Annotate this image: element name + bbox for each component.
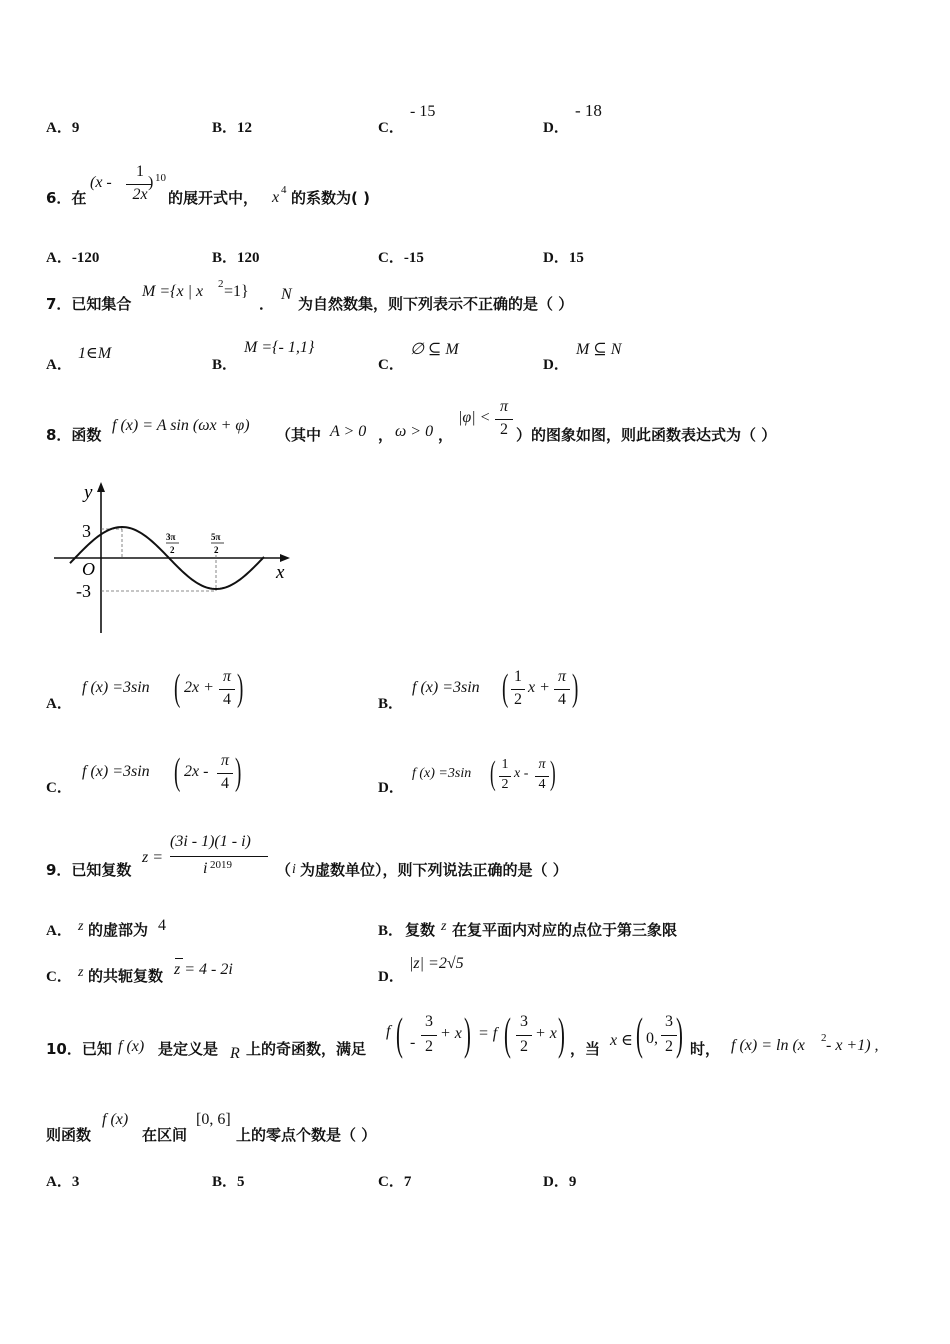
- q9-frac-den: i: [203, 860, 208, 877]
- q7-set-tail: =1}: [224, 283, 249, 300]
- q8-option-b-cden: 2: [514, 691, 522, 708]
- q8-option-b-label: B．: [378, 696, 404, 712]
- q10-minus: -: [410, 1034, 416, 1051]
- q6-expr-open: (x -: [90, 174, 112, 191]
- q10-left-num: 3: [425, 1013, 433, 1030]
- q6-option-b: B．120: [212, 250, 260, 266]
- q10-line2-b: 在区间: [142, 1126, 188, 1144]
- q10-text2: 上的奇函数，满足: [246, 1040, 367, 1058]
- q9-option-c-text: 的共轭复数: [88, 967, 164, 985]
- q9-option-c-bar: [175, 958, 183, 959]
- q10-R: R: [230, 1045, 240, 1062]
- q8-option-b-cline: [511, 689, 525, 690]
- q10-eq-left-lparen: (: [396, 1008, 403, 1059]
- q6-var: x: [272, 189, 280, 206]
- q7-option-d-math: M ⊆ N: [576, 341, 622, 358]
- q8-option-a-arg: 2x +: [184, 679, 214, 696]
- q10-int-num: 3: [665, 1013, 673, 1030]
- graph-origin-label: O: [82, 559, 95, 579]
- q10-number: 10．已知: [46, 1040, 112, 1058]
- q8-cond-open: （其中: [276, 426, 322, 444]
- q9-option-a-z: z: [78, 919, 84, 934]
- q10-line2-c: 上的零点个数是（ ）: [236, 1126, 377, 1144]
- q7-number: 7．已知集合: [46, 295, 132, 313]
- q10-text1: 是定义是: [158, 1040, 219, 1058]
- q6-option-d: D．15: [543, 250, 584, 266]
- q10-f: f (x): [118, 1038, 145, 1055]
- q7-tail: 为自然数集，则下列表示不正确的是（ ）: [298, 295, 574, 313]
- q10-right-den: 2: [520, 1038, 528, 1055]
- q5-option-d-value: - 18: [575, 101, 602, 120]
- q6-option-a: A．-120: [46, 250, 100, 266]
- q9-tail: 为虚数单位），则下列说法正确的是（ ）: [300, 861, 568, 879]
- q10-line2-a: 则函数: [46, 1126, 92, 1144]
- q5-option-a: A．9: [46, 120, 80, 136]
- q7-option-b-label: B．: [212, 357, 238, 373]
- q10-ln-tail: - x +1) ,: [826, 1037, 879, 1054]
- q6-tail: 的系数为( ): [291, 189, 370, 207]
- q10-eq-left-f: f: [386, 1023, 391, 1040]
- q9-option-b-label: B．: [378, 923, 404, 939]
- graph-ymax-label: 3: [82, 521, 91, 541]
- q10-eq-left-rparen: ): [464, 1008, 471, 1059]
- q8-option-b-rparen: ): [572, 667, 579, 709]
- q10-left-den: 2: [425, 1038, 433, 1055]
- q10-left-plusx: + x: [440, 1025, 462, 1042]
- q9-option-a-text: 的虚部为: [88, 921, 149, 939]
- q8-option-c-label: C．: [46, 780, 72, 796]
- q8-two: 2: [500, 421, 508, 438]
- q8-option-c-lhs: f (x) =3sin: [82, 763, 150, 780]
- q10-eq-right: = f: [478, 1025, 498, 1042]
- q8-option-d-rparen: ): [550, 755, 556, 792]
- q7-set-exp: 2: [218, 278, 224, 290]
- q7-N: N: [281, 286, 292, 303]
- q7-option-d-label: D．: [543, 357, 569, 373]
- q10-x-in: x ∈: [610, 1032, 633, 1049]
- q10-option-d: D．9: [543, 1174, 577, 1190]
- q10-comma-when: ，当: [570, 1040, 601, 1058]
- q10-int-fracline: [661, 1035, 677, 1036]
- q5-option-c-label: C．: [378, 120, 404, 136]
- q10-option-c: C．7: [378, 1174, 412, 1190]
- q9-z: z =: [142, 849, 164, 866]
- q8-comma2: ，: [438, 426, 454, 444]
- q8-sine-graph: [46, 478, 296, 638]
- graph-y-label: y: [84, 482, 93, 503]
- q9-frac-line: [170, 856, 268, 857]
- q8-option-d-num: π: [538, 757, 546, 772]
- q8-option-a-num: π: [222, 668, 231, 685]
- q8-comma1: ，: [378, 426, 394, 444]
- q8-frac-line: [495, 419, 513, 420]
- graph-tick2-num: 5π: [211, 532, 221, 542]
- q7-option-a-math: 1∈M: [78, 345, 112, 362]
- q8-option-a-fracline: [219, 689, 235, 690]
- q8-cond-phi: |φ| <: [458, 409, 491, 426]
- q10-eq-right-rparen: ): [558, 1008, 565, 1059]
- q10-left-fracline: [421, 1035, 437, 1036]
- q9-option-b-text2: 在复平面内对应的点位于第三象限: [452, 921, 678, 939]
- q10-zero: 0,: [646, 1030, 658, 1047]
- q8-option-c-lparen: (: [174, 751, 181, 793]
- q10-line2-interval: [0, 6]: [196, 1111, 231, 1128]
- q8-option-d-lparen: (: [490, 755, 496, 792]
- q6-option-c: C．-15: [378, 250, 424, 266]
- q10-right-fracline: [516, 1035, 532, 1036]
- q6-frac-num: 1: [136, 163, 144, 180]
- y-axis-arrow-icon: [97, 482, 105, 492]
- q8-option-d-cden: 2: [501, 777, 509, 792]
- x-axis-arrow-icon: [280, 554, 290, 562]
- q8-option-a-lparen: (: [174, 667, 181, 709]
- q9-den-exp: 2019: [210, 859, 232, 871]
- q8-number: 8．函数: [46, 426, 102, 444]
- q9-i: i: [292, 862, 296, 877]
- q8-option-d-label: D．: [378, 780, 404, 796]
- graph-tick1-num: 3π: [166, 532, 176, 542]
- q7-option-a-label: A．: [46, 357, 72, 373]
- q7-separator: ．: [259, 295, 275, 313]
- q8-option-c-den: 4: [221, 775, 229, 792]
- q5-option-d-label: D．: [543, 120, 569, 136]
- q8-option-c-arg: 2x -: [184, 763, 209, 780]
- graph-ymin-label: -3: [76, 581, 91, 601]
- q6-exponent: 10: [155, 172, 166, 184]
- q9-option-c-label: C．: [46, 969, 72, 985]
- q9-frac-num: (3i - 1)(1 - i): [170, 833, 251, 850]
- q8-option-b-cnum: 1: [514, 668, 522, 685]
- q9-number: 9．已知复数: [46, 861, 132, 879]
- q8-option-a-rparen: ): [237, 667, 244, 709]
- q8-option-c-rparen: ): [235, 751, 242, 793]
- q9-option-c-z: z: [78, 965, 84, 980]
- q9-option-d-val: |z| =2√5: [409, 955, 464, 972]
- q10-text3: 时，: [690, 1040, 721, 1058]
- q10-line2-f: f (x): [102, 1111, 129, 1128]
- q8-option-b-fracline: [554, 689, 570, 690]
- q8-option-b-num: π: [557, 668, 566, 685]
- q6-mid-text: 的展开式中，: [168, 189, 259, 207]
- q10-right-num: 3: [520, 1013, 528, 1030]
- q10-ln-exp: 2: [821, 1032, 827, 1044]
- q9-option-d-label: D．: [378, 969, 404, 985]
- q8-function: f (x) = A sin (ωx + φ): [112, 417, 250, 434]
- q8-option-a-den: 4: [223, 691, 231, 708]
- q5-option-c-value: - 15: [410, 103, 436, 120]
- q7-option-b-math: M ={- 1,1}: [244, 339, 315, 356]
- q10-eq-right-lparen: (: [504, 1008, 511, 1059]
- q9-option-a-val: 4: [158, 917, 166, 934]
- q6-frac-den: 2x: [132, 186, 148, 203]
- q7-option-c-label: C．: [378, 357, 404, 373]
- q6-expr-close: ): [148, 174, 154, 191]
- q10-option-b: B．5: [212, 1174, 245, 1190]
- q8-option-a-lhs: f (x) =3sin: [82, 679, 150, 696]
- q9-option-a-label: A．: [46, 923, 72, 939]
- q5-option-b: B．12: [212, 120, 253, 136]
- q9-option-b-text: 复数: [405, 921, 436, 939]
- q9-option-b-z: z: [441, 919, 447, 934]
- q7-option-c-math: ∅ ⊆ M: [410, 341, 459, 358]
- q8-cond-a: A > 0: [330, 423, 367, 440]
- graph-tick2-den: 2: [214, 545, 219, 555]
- q8-pi: π: [499, 398, 508, 415]
- q8-option-a-label: A．: [46, 696, 72, 712]
- q8-cond-omega: ω > 0: [395, 423, 434, 440]
- q8-option-c-fracline: [217, 773, 233, 774]
- q6-number: 6．在: [46, 189, 87, 207]
- q8-option-b-arg: x +: [528, 679, 550, 696]
- q9-option-c-val: z = 4 - 2i: [174, 961, 233, 978]
- q6-var-exp: 4: [281, 184, 287, 196]
- q8-tail: ）的图象如图，则此函数表达式为（ ）: [516, 426, 777, 444]
- q10-option-a: A．3: [46, 1174, 80, 1190]
- q10-interval-lparen: (: [636, 1008, 643, 1059]
- q8-option-d-cnum: 1: [501, 757, 509, 772]
- q8-option-b-lhs: f (x) =3sin: [412, 679, 480, 696]
- q8-option-d-arg: x -: [514, 766, 529, 781]
- q7-set: M ={x | x: [142, 283, 204, 300]
- q10-interval-rparen: ): [676, 1008, 683, 1059]
- graph-x-label: x: [276, 562, 285, 583]
- q10-ln: f (x) = ln (x: [731, 1037, 805, 1054]
- q10-right-plusx: + x: [535, 1025, 557, 1042]
- q8-option-d-den: 4: [538, 777, 546, 792]
- graph-tick1-den: 2: [170, 545, 175, 555]
- q8-option-b-den: 4: [558, 691, 566, 708]
- q8-option-d-lhs: f (x) =3sin: [412, 766, 472, 781]
- q8-option-b-lparen: (: [502, 667, 509, 709]
- q10-int-den: 2: [665, 1038, 673, 1055]
- q9-paren: （: [276, 861, 292, 879]
- q8-option-c-num: π: [220, 752, 229, 769]
